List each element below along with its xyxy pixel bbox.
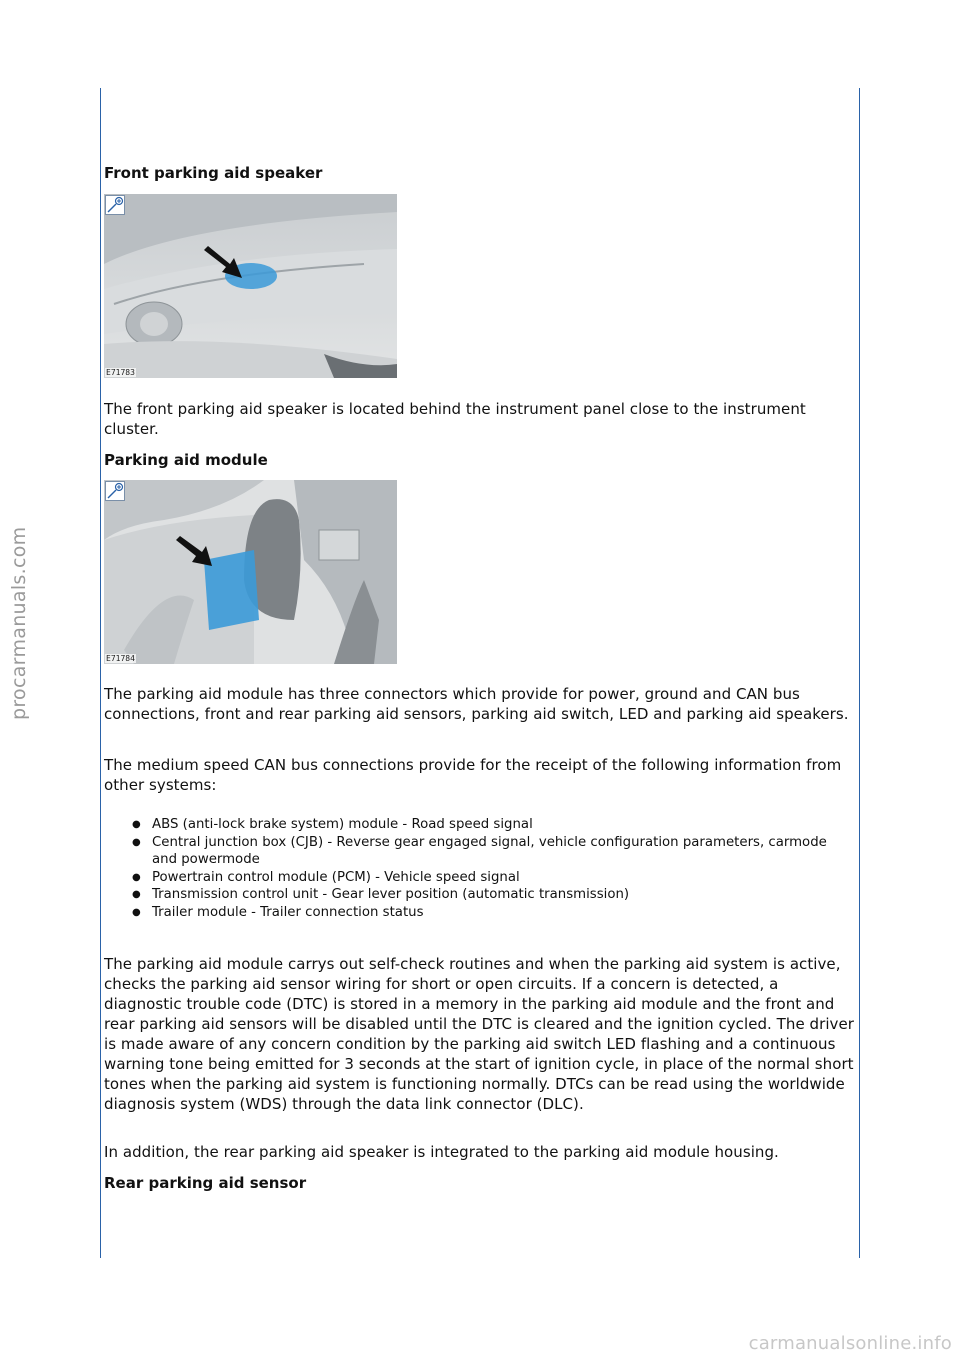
self-check-paragraph: The parking aid module carrys out self-check routines and when the parking aid system is active, checks the parking aid sensor wiring for short or open circuits. If a concern is detected, a diagnostic trouble code (DTC) is stored in a memory in the parking aid module and the front and rear parking aid sensors will be disabled until the DTC is cleared and the ignition cycled. The driver is made aware of any concern condition by the parking aid switch LED flashing and a continuous warning tone being emitted for 3 seconds at the start of ignition cycle, in place of the normal short tones when the parking aid system is functioning normally. DTCs can be read using the worldwide diagnosis system (WDS) through the data link connector (DLC). — [104, 955, 854, 1113]
figure-parking-aid-module[interactable] — [104, 480, 397, 664]
heading-front-parking-aid-speaker: Front parking aid speaker — [104, 164, 323, 182]
module-connectors-paragraph: The parking aid module has three connectors which provide for power, ground and CAN bus connections, front and rear parking aid sensors, parking aid switch, LED and parking aid speakers. — [104, 685, 849, 723]
can-bus-paragraph: The medium speed CAN bus connections provide for the receipt of the following information from other systems: — [104, 756, 842, 794]
information-sources-list — [132, 816, 832, 921]
side-watermark: procarmanuals.com — [8, 526, 30, 720]
right-margin-rule — [859, 88, 860, 1258]
list-item: ● Central junction box (CJB) - Reverse gear engaged signal, vehicle configuration parameters, carmode and powermode — [132, 834, 832, 869]
left-margin-rule — [100, 88, 101, 1258]
zoom-icon[interactable] — [105, 195, 125, 215]
list-item: ● Transmission control unit - Gear lever position (automatic transmission) — [132, 886, 832, 904]
list-item: ● ABS (anti-lock brake system) module - Road speed signal — [132, 816, 832, 834]
heading-rear-parking-aid-sensor: Rear parking aid sensor — [104, 1174, 307, 1192]
zoom-icon[interactable] — [105, 481, 125, 501]
parking-aid-module-illustration — [104, 480, 397, 664]
figure-front-speaker[interactable] — [104, 194, 397, 378]
front-speaker-description: The front parking aid speaker is located behind the instrument panel close to the instrument cluster. — [104, 400, 806, 438]
front-speaker-illustration — [104, 194, 397, 378]
footer-watermark: carmanualsonline.info — [748, 1333, 952, 1354]
list-item: ● Trailer module - Trailer connection status — [132, 904, 832, 922]
figure-id-label: E71783 — [106, 368, 135, 377]
list-item: ● Powertrain control module (PCM) - Vehicle speed signal — [132, 869, 832, 887]
figure-id-label: E71784 — [106, 654, 135, 663]
heading-parking-aid-module: Parking aid module — [104, 451, 268, 469]
rear-speaker-paragraph: In addition, the rear parking aid speaker is integrated to the parking aid module housing. — [104, 1143, 779, 1161]
